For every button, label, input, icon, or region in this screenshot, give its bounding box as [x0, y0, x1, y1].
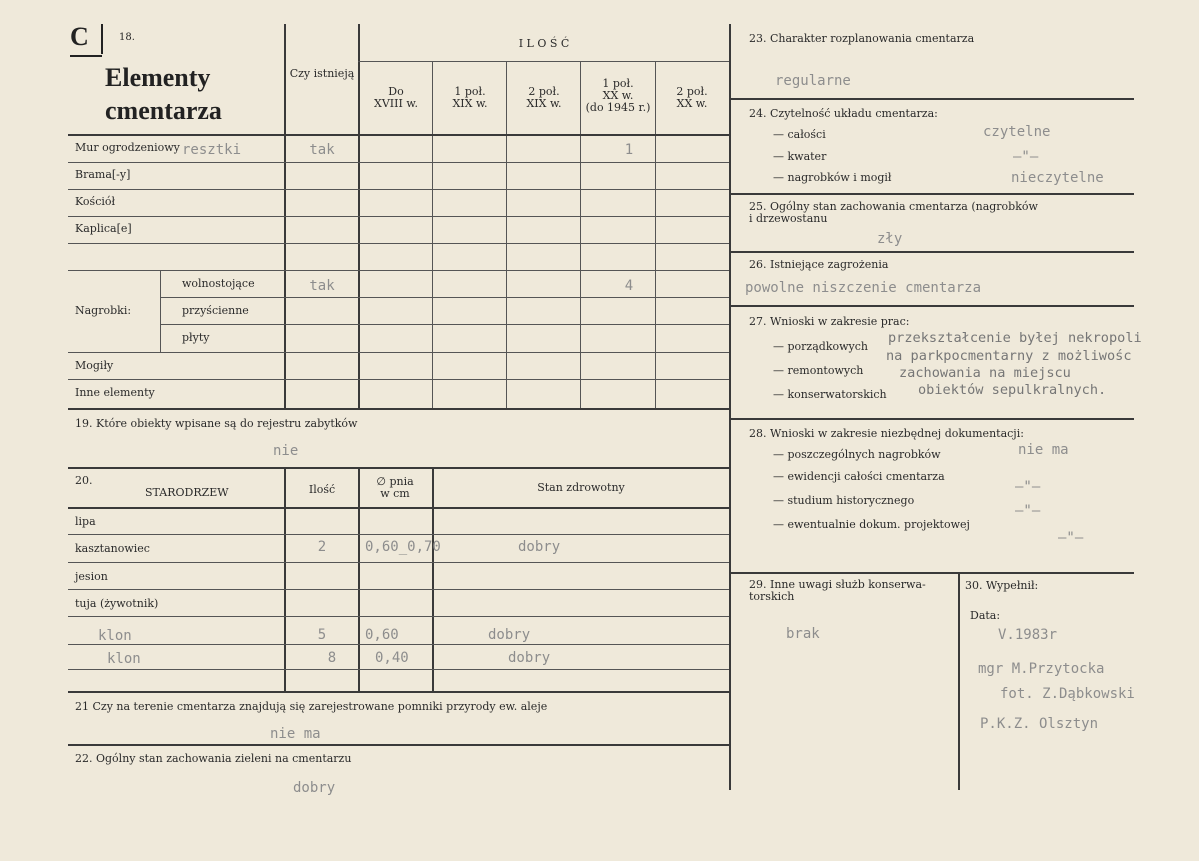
grid-line	[731, 572, 1134, 574]
wall-exists: tak	[309, 142, 335, 158]
q24-item-answer: czytelne	[983, 124, 1051, 140]
grid-line	[160, 270, 161, 352]
tombs-label: Nagrobki:	[75, 304, 132, 317]
section-letter: C	[70, 22, 89, 51]
q27-label: 27. Wnioski w zakresie prac:	[749, 315, 910, 328]
q26-label: 26. Istniejące zagrożenia	[749, 258, 889, 271]
trees-col-qty: Ilość	[308, 483, 336, 496]
q30-label: 30. Wypełnił:	[965, 579, 1039, 592]
tree-row-qty: 8	[327, 650, 337, 666]
q27-answer-line: zachowania na miejscu	[899, 365, 1071, 381]
grid-line	[284, 469, 286, 691]
q24-item-label: — nagrobków i mogił	[773, 171, 892, 184]
tree-row-typed-name: klon	[98, 628, 132, 644]
col-exists-header: Czy istnieją	[289, 67, 355, 80]
q25-answer: zły	[877, 231, 903, 247]
q25-label: 25. Ogólny stan zachowania cmentarza (nagrobków i drzewostanu	[749, 200, 1038, 225]
q19-label: 19. Które obiekty wpisane są do rejestru zabytków	[75, 417, 358, 430]
tree-row-name: kasztanowiec	[75, 542, 150, 555]
tree-row-health: dobry	[508, 650, 551, 666]
grid-line	[68, 507, 730, 509]
grid-line	[68, 744, 730, 746]
q24-item-label: — całości	[773, 128, 826, 141]
q30-date: V.1983r	[998, 627, 1058, 643]
center-divider	[729, 24, 731, 790]
grid-line	[68, 644, 730, 645]
tree-row-diam: 0,60	[365, 627, 399, 643]
q28-item-answer: —"—	[1015, 479, 1041, 495]
grid-line	[68, 534, 730, 535]
q30-author: mgr M.Przytocka	[978, 661, 1105, 677]
grid-line	[731, 98, 1134, 100]
title-line-2: cmentarza	[105, 96, 222, 125]
grid-line	[68, 379, 730, 380]
grid-line	[68, 562, 730, 563]
tomb-freestanding-period-value: 4	[624, 278, 634, 294]
trees-heading: STARODRZEW	[145, 486, 229, 499]
row-label-church: Kościół	[75, 195, 116, 208]
quantity-heading: I L O Ś Ć	[518, 37, 570, 50]
q22-label: 22. Ogólny stan zachowania zieleni na cmentarzu	[75, 752, 352, 765]
period-col-5: 2 poł. XX w.	[676, 85, 708, 110]
grid-line	[68, 270, 730, 271]
grid-line	[68, 408, 730, 410]
q23-answer: regularne	[775, 73, 851, 89]
grid-line	[68, 616, 730, 617]
q30-office: P.K.Z. Olsztyn	[980, 716, 1099, 732]
q24-item-answer: nieczytelne	[1011, 170, 1104, 186]
grid-line	[958, 573, 960, 790]
grid-line	[160, 297, 730, 298]
section-letter-bar	[101, 24, 103, 54]
period-col-2: 1 poł. XIX w.	[452, 85, 488, 110]
grid-line	[731, 418, 1134, 420]
q28-item-answer: nie ma	[1018, 442, 1069, 458]
q30-photo: fot. Z.Dąbkowski	[1000, 686, 1135, 702]
period-col-1: Do XVIII w.	[374, 85, 418, 110]
tree-row-name: jesion	[75, 570, 108, 583]
q29-label: 29. Inne uwagi służb konserwa- torskich	[749, 578, 926, 603]
row-label-graves: Mogiły	[75, 359, 114, 372]
period-col-3: 2 poł. XIX w.	[526, 85, 562, 110]
grid-line	[580, 62, 581, 410]
grid-line	[358, 61, 730, 62]
trees-number: 20.	[75, 474, 93, 487]
row-label-other: Inne elementy	[75, 386, 155, 399]
q27-item-label: — remontowych	[773, 364, 864, 377]
wall-period-value: 1	[624, 142, 634, 158]
q23-label: 23. Charakter rozplanowania cmentarza	[749, 32, 975, 45]
q28-item-answer: —"—	[1015, 503, 1041, 519]
grid-line	[506, 62, 507, 410]
tree-row-health: dobry	[518, 539, 561, 555]
tomb-freestanding-exists: tak	[309, 278, 335, 294]
grid-line	[731, 305, 1134, 307]
grid-line	[731, 193, 1134, 195]
q24-label: 24. Czytelność układu cmentarza:	[749, 107, 938, 120]
period-col-4: 1 poł. XX w. (do 1945 r.)	[585, 77, 651, 114]
grid-line	[731, 251, 1134, 253]
q27-answer-line: obiektów sepulkralnych.	[918, 382, 1107, 398]
grid-line	[655, 62, 656, 410]
q28-item-label: — studium historycznego	[773, 494, 915, 507]
row-label-gate: Brama[-y]	[75, 168, 131, 181]
tree-row-name: lipa	[75, 515, 96, 528]
q27-item-label: — porządkowych	[773, 340, 868, 353]
q28-label: 28. Wnioski w zakresie niezbędnej dokumentacji:	[749, 427, 1024, 440]
q28-item-label: — poszczególnych nagrobków	[773, 448, 941, 461]
field-18-number: 18.	[119, 32, 135, 43]
q27-answer-line: przekształcenie byłej nekropoli	[888, 330, 1142, 346]
wall-note: resztki	[182, 142, 242, 158]
tomb-wall-label: przyścienne	[182, 304, 249, 317]
q26-answer: powolne niszczenie cmentarza	[745, 280, 982, 296]
grid-line	[68, 352, 730, 353]
q28-item-answer: —"—	[1058, 530, 1084, 546]
q29-answer: brak	[786, 626, 820, 642]
tomb-freestanding-label: wolnostojące	[182, 277, 255, 290]
row-label-wall: Mur ogrodzeniowy	[75, 141, 180, 154]
tree-row-health: dobry	[488, 627, 531, 643]
q27-item-label: — konserwatorskich	[773, 388, 887, 401]
tree-row-typed-name: klon	[107, 651, 141, 667]
grid-line	[68, 162, 730, 163]
grid-line	[68, 189, 730, 190]
q21-label: 21 Czy na terenie cmentarza znajdują się zarejestrowane pomniki przyrody ew. aleje	[75, 700, 548, 713]
grid-line	[432, 62, 433, 410]
q22-answer: dobry	[293, 780, 336, 796]
title-line-1: Elementy	[105, 63, 211, 92]
grid-line	[160, 324, 730, 325]
section-letter-underline	[70, 55, 102, 57]
grid-line	[68, 467, 730, 469]
grid-line	[68, 134, 730, 136]
grid-line	[68, 243, 730, 244]
tree-row-diam: 0,60_0,70	[365, 539, 441, 555]
tree-row-name: tuja (żywotnik)	[75, 597, 159, 610]
q24-item-label: — kwater	[773, 150, 827, 163]
grid-line	[68, 691, 730, 693]
trees-col-health: Stan zdrowotny	[537, 481, 625, 494]
tree-row-diam: 0,40	[375, 650, 409, 666]
tree-row-qty: 5	[317, 627, 327, 643]
q27-answer-line: na parkpocmentarny z możliwośc	[886, 348, 1132, 364]
trees-col-diam: ∅ pnia w cm	[376, 475, 414, 500]
q28-item-label: — ewentualnie dokum. projektowej	[773, 518, 970, 531]
grid-line	[68, 216, 730, 217]
grid-line	[432, 469, 434, 691]
tomb-slabs-label: płyty	[182, 331, 210, 344]
q21-answer: nie ma	[270, 726, 321, 742]
q30-date-label: Data:	[970, 609, 1001, 622]
q19-answer: nie	[273, 443, 299, 459]
tree-row-qty: 2	[317, 539, 327, 555]
row-label-chapel: Kaplica[e]	[75, 222, 132, 235]
q24-item-answer: —"—	[1013, 149, 1039, 165]
q28-item-label: — ewidencji całości cmentarza	[773, 470, 945, 483]
grid-line	[68, 669, 730, 670]
grid-line	[68, 589, 730, 590]
